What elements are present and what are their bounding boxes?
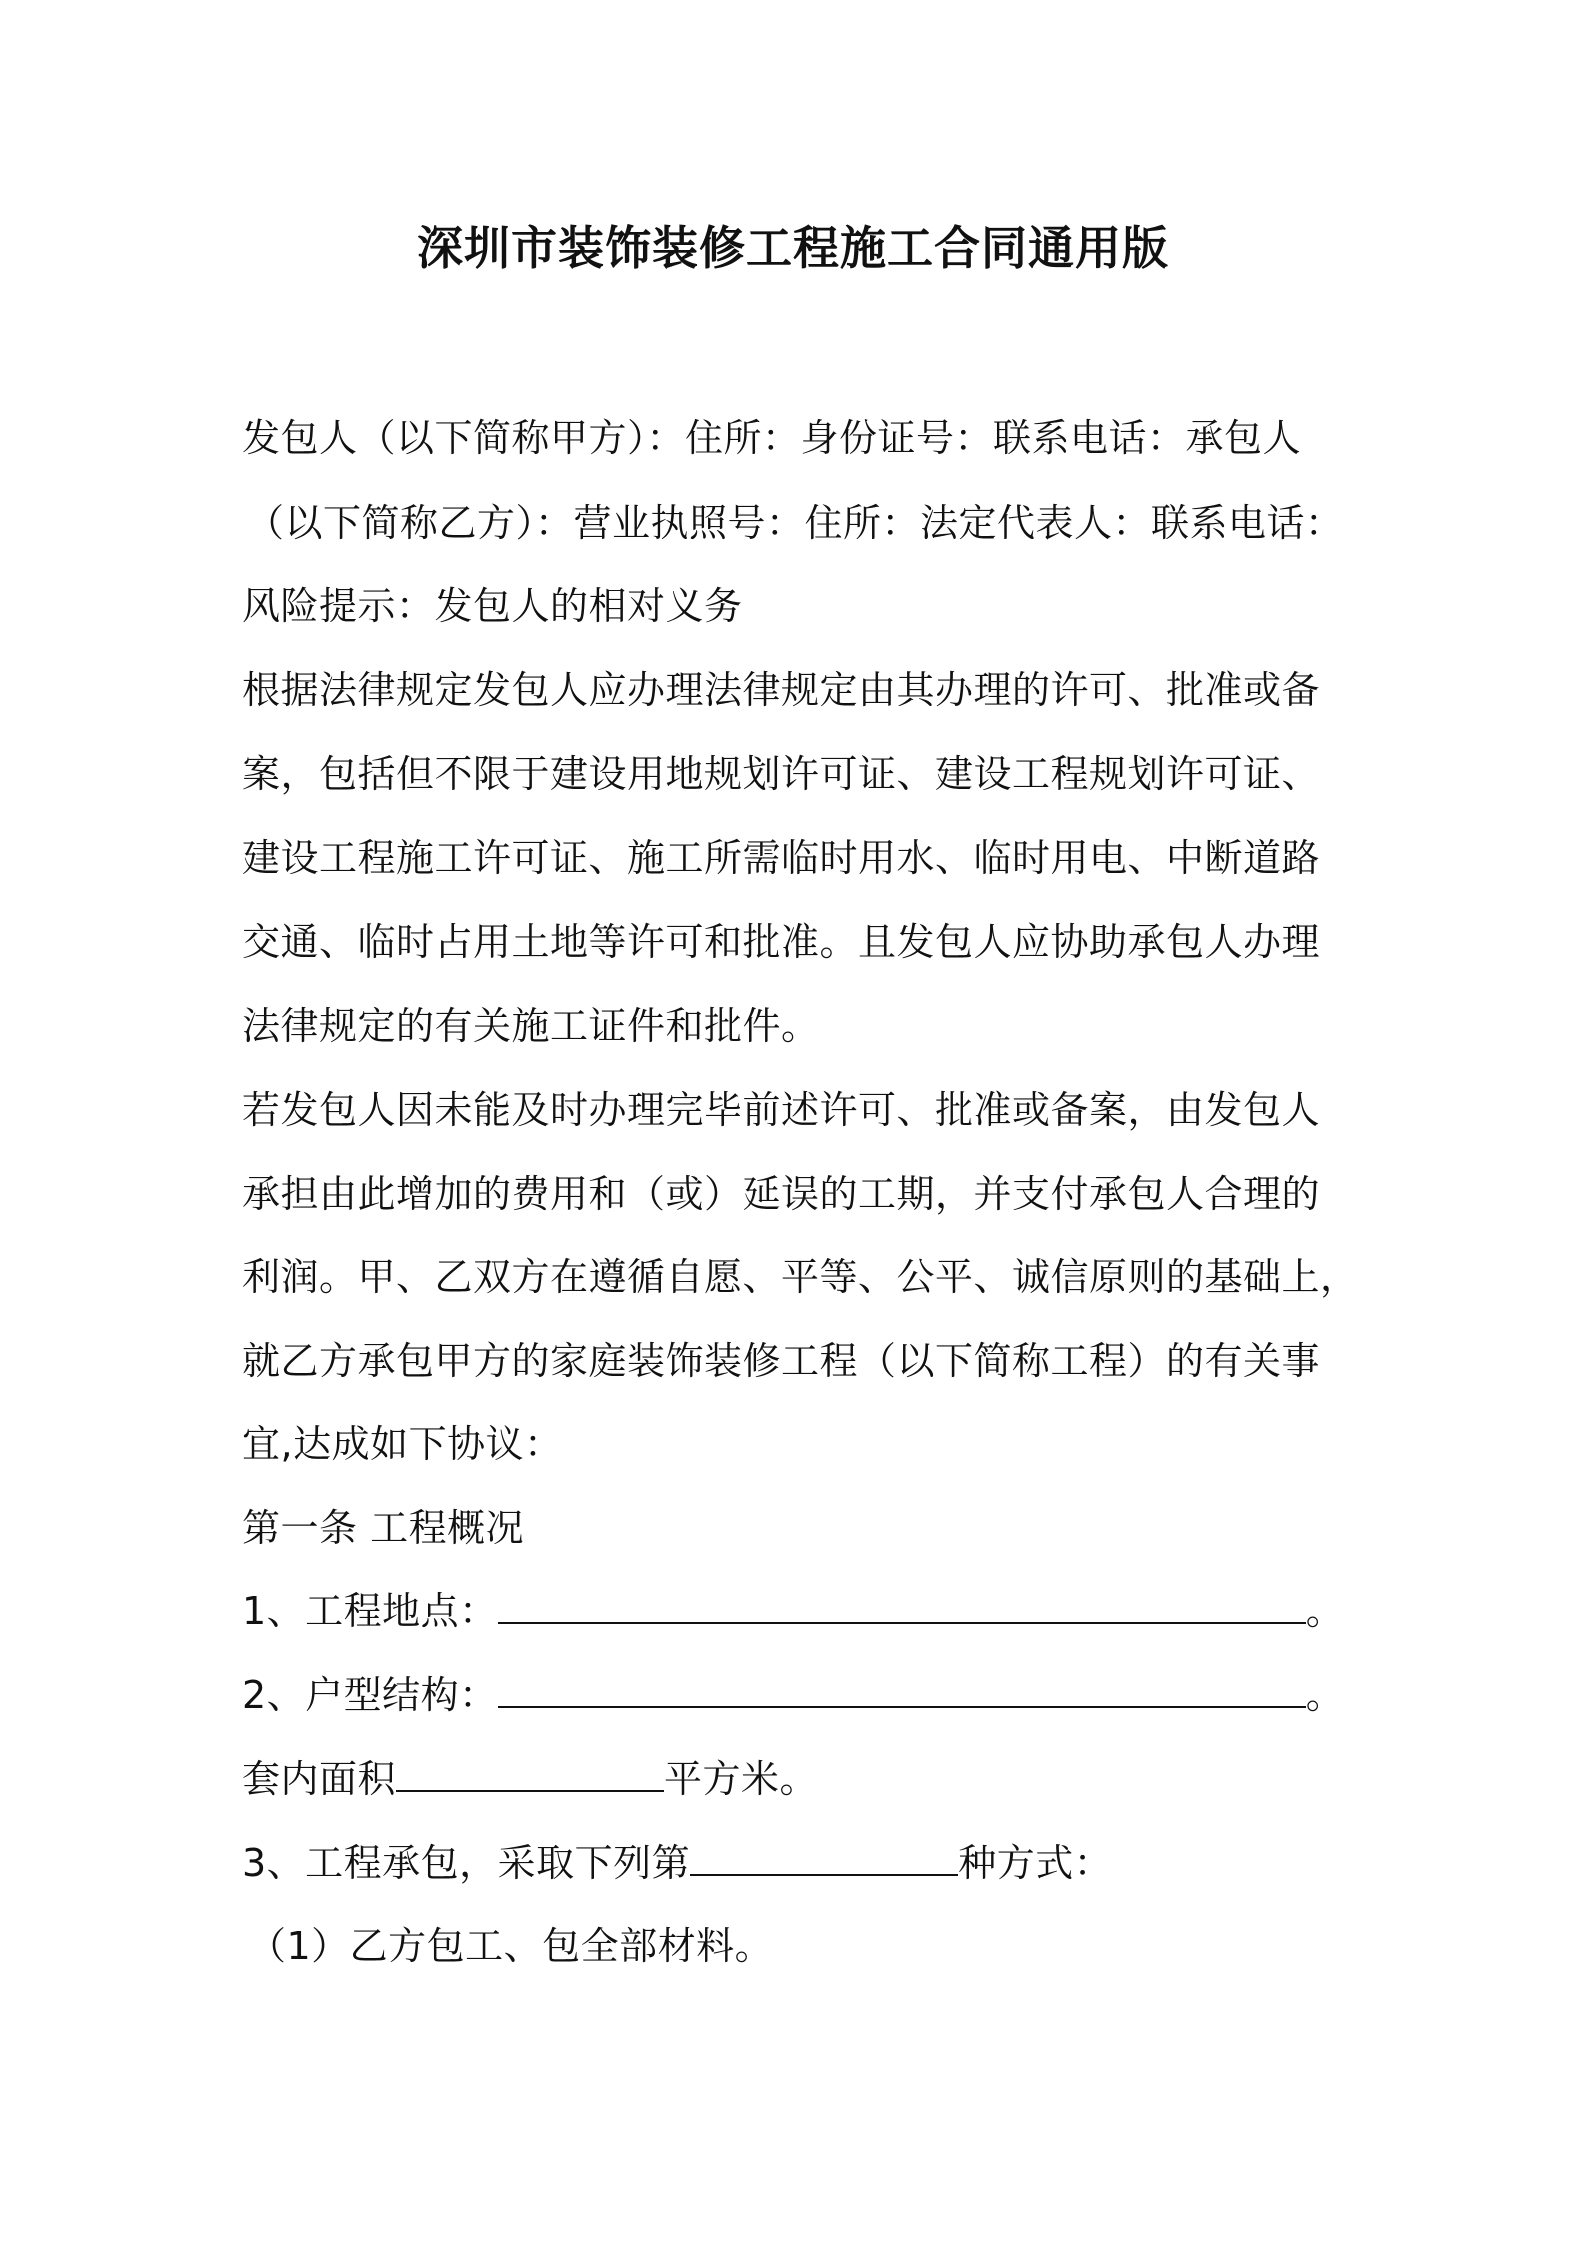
risk-notice-heading: 风险提示：发包人的相对义务 [242,584,743,628]
paragraph-line: 交通、临时占用土地等许可和批准。且发包人应协助承包人办理 [242,920,1321,964]
house-structure-suffix: 。 [1305,1673,1345,1717]
paragraph-line: 承担由此增加的费用和（或）延误的工期，并支付承包人合理的 [242,1172,1321,1216]
paragraph-line: 利润。甲、乙双方在遵循自愿、平等、公平、诚信原则的基础上， [242,1255,1359,1299]
article-1-heading: 第一条 工程概况 [242,1506,525,1550]
house-structure-label: 2、户型结构： [242,1673,498,1717]
paragraph-line: 就乙方承包甲方的家庭装饰装修工程（以下简称工程）的有关事 [242,1339,1321,1383]
house-structure-field [242,1669,1344,1721]
option-1-line: （1）乙方包工、包全部材料。 [248,1924,774,1968]
inner-area-field [242,1753,818,1805]
house-structure-blank[interactable] [498,1672,1306,1708]
paragraph-line: 宜,达成如下协议： [242,1422,563,1466]
contract-mode-field [242,1837,1112,1889]
paragraph-line: （以下简称乙方）：营业执照号：住所：法定代表人：联系电话： [246,501,1344,545]
paragraph-line: 建设工程施工许可证、施工所需临时用水、临时用电、中断道路 [242,836,1321,880]
inner-area-suffix: 平方米。 [664,1757,819,1801]
project-location-field [242,1585,1344,1637]
paragraph-line: 案，包括但不限于建设用地规划许可证、建设工程规划许可证、 [242,752,1321,796]
contract-mode-label: 3、工程承包，采取下列第 [242,1841,691,1885]
inner-area-label: 套内面积 [242,1757,397,1801]
project-location-label: 1、工程地点： [242,1589,498,1633]
project-location-suffix: 。 [1305,1589,1345,1633]
contract-mode-suffix: 种方式： [958,1841,1113,1885]
paragraph-line: 若发包人因未能及时办理完毕前述许可、批准或备案，由发包人 [242,1088,1321,1132]
paragraph-line: 法律规定的有关施工证件和批件。 [242,1004,820,1048]
contract-mode-blank[interactable] [690,1840,958,1876]
document-title: 深圳市装饰装修工程施工合同通用版 [417,221,1169,275]
paragraph-line: 发包人（以下简称甲方）：住所：身份证号：联系电话：承包人 [242,416,1302,460]
paragraph-line: 根据法律规定发包人应办理法律规定由其办理的许可、批准或备 [242,668,1321,712]
project-location-blank[interactable] [498,1588,1306,1624]
inner-area-blank[interactable] [396,1756,664,1792]
